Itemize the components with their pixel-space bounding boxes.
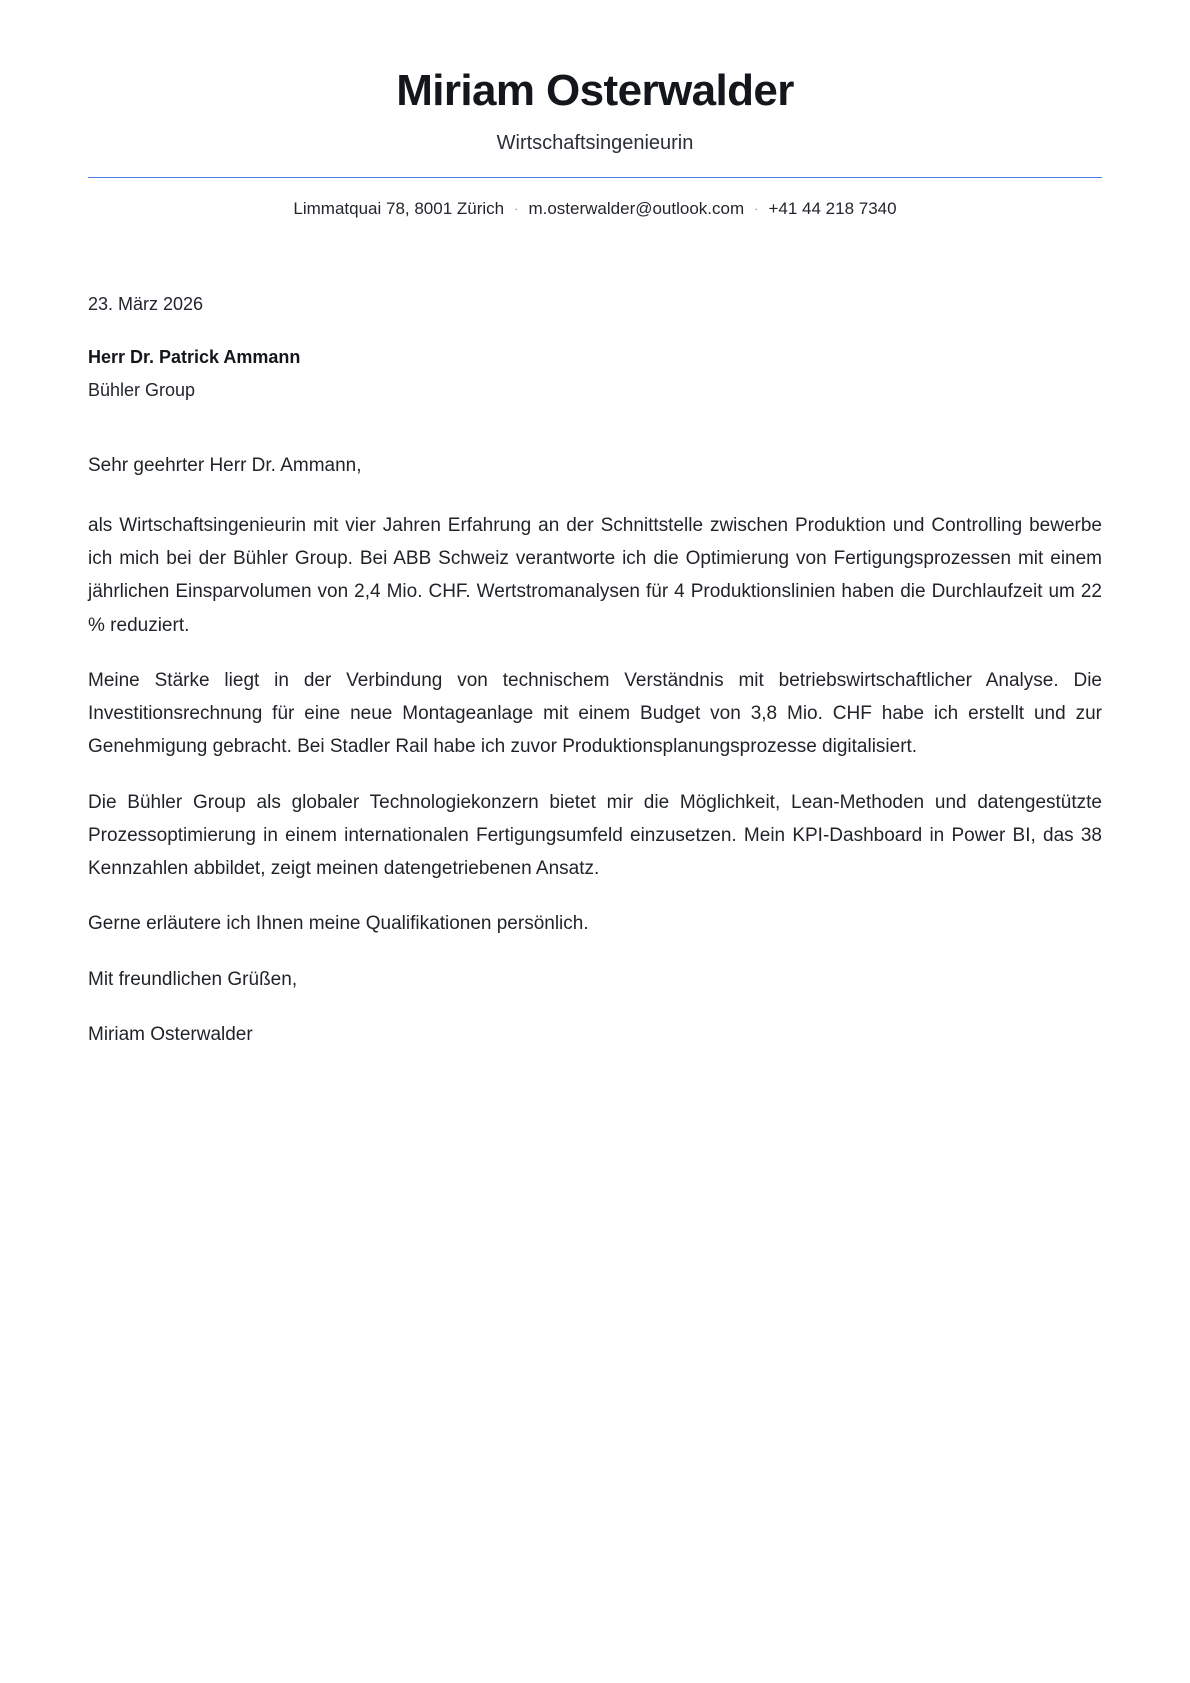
- signature-name: Miriam Osterwalder: [88, 1023, 253, 1045]
- body-paragraph-2: Meine Stärke liegt in der Verbindung von technischem Verständnis mit betriebswirtschaftlicher Analyse. Die Investitionsrechnung für eine neue Montageanlage mit einem Budget von 3,8 Mio. CHF habe ich erstellt und zur Genehmigung gebracht. Bei Stadler Rail habe ich zuvor Produktionsplanungsprozesse digitalisiert.: [88, 669, 1102, 758]
- letter-date: 23. März 2026: [88, 294, 204, 315]
- job-title: Wirtschaftsingenieurin: [496, 132, 694, 155]
- contact-phone[interactable]: +41 44 218 7340: [768, 199, 897, 219]
- header-divider: [88, 177, 1102, 178]
- recipient-name: Herr Dr. Patrick Ammann: [88, 347, 301, 368]
- body-paragraph-4: Gerne erläutere ich Ihnen meine Qualifikationen persönlich.: [88, 913, 589, 935]
- page-title: Miriam Osterwalder: [396, 66, 794, 115]
- salutation: Sehr geehrter Herr Dr. Ammann,: [88, 455, 362, 477]
- contact-line: [88, 199, 1102, 219]
- letter-header: [88, 0, 1102, 219]
- body-paragraph-1: als Wirtschaftsingenieurin mit vier Jahren Erfahrung an der Schnittstelle zwischen Produktion und Controlling bewerbe ich mich bei der Bühler Group. Bei ABB Schweiz verantworte ich die Optimierung von Fertigungsprozessen mit einem jährlichen Einsparvolumen von 2,4 Mio. CHF. Wertstromanalysen für 4 Produktionslinien haben die Durchlaufzeit um 22 % reduziert.: [88, 514, 1102, 636]
- contact-separator-icon: ·: [514, 200, 519, 216]
- contact-address: Limmatquai 78, 8001 Zürich: [293, 199, 505, 219]
- letter-body: [88, 452, 1102, 1051]
- closing-line: Mit freundlichen Grüßen,: [88, 968, 298, 990]
- letter-meta: [88, 291, 1102, 404]
- body-paragraph-3: Die Bühler Group als globaler Technologiekonzern bietet mir die Möglichkeit, Lean-Methoden und datengestützte Prozessoptimierung in einem internationalen Fertigungsumfeld einzusetzen. Mein KPI-Dashboard in Power BI, das 38 Kennzahlen abbildet, zeigt meinen datengetriebenen Ansatz.: [88, 791, 1102, 880]
- contact-email[interactable]: m.osterwalder@outlook.com: [528, 199, 745, 219]
- recipient-block: [88, 344, 1102, 404]
- recipient-company: Bühler Group: [88, 380, 196, 401]
- contact-separator-icon: ·: [754, 200, 759, 216]
